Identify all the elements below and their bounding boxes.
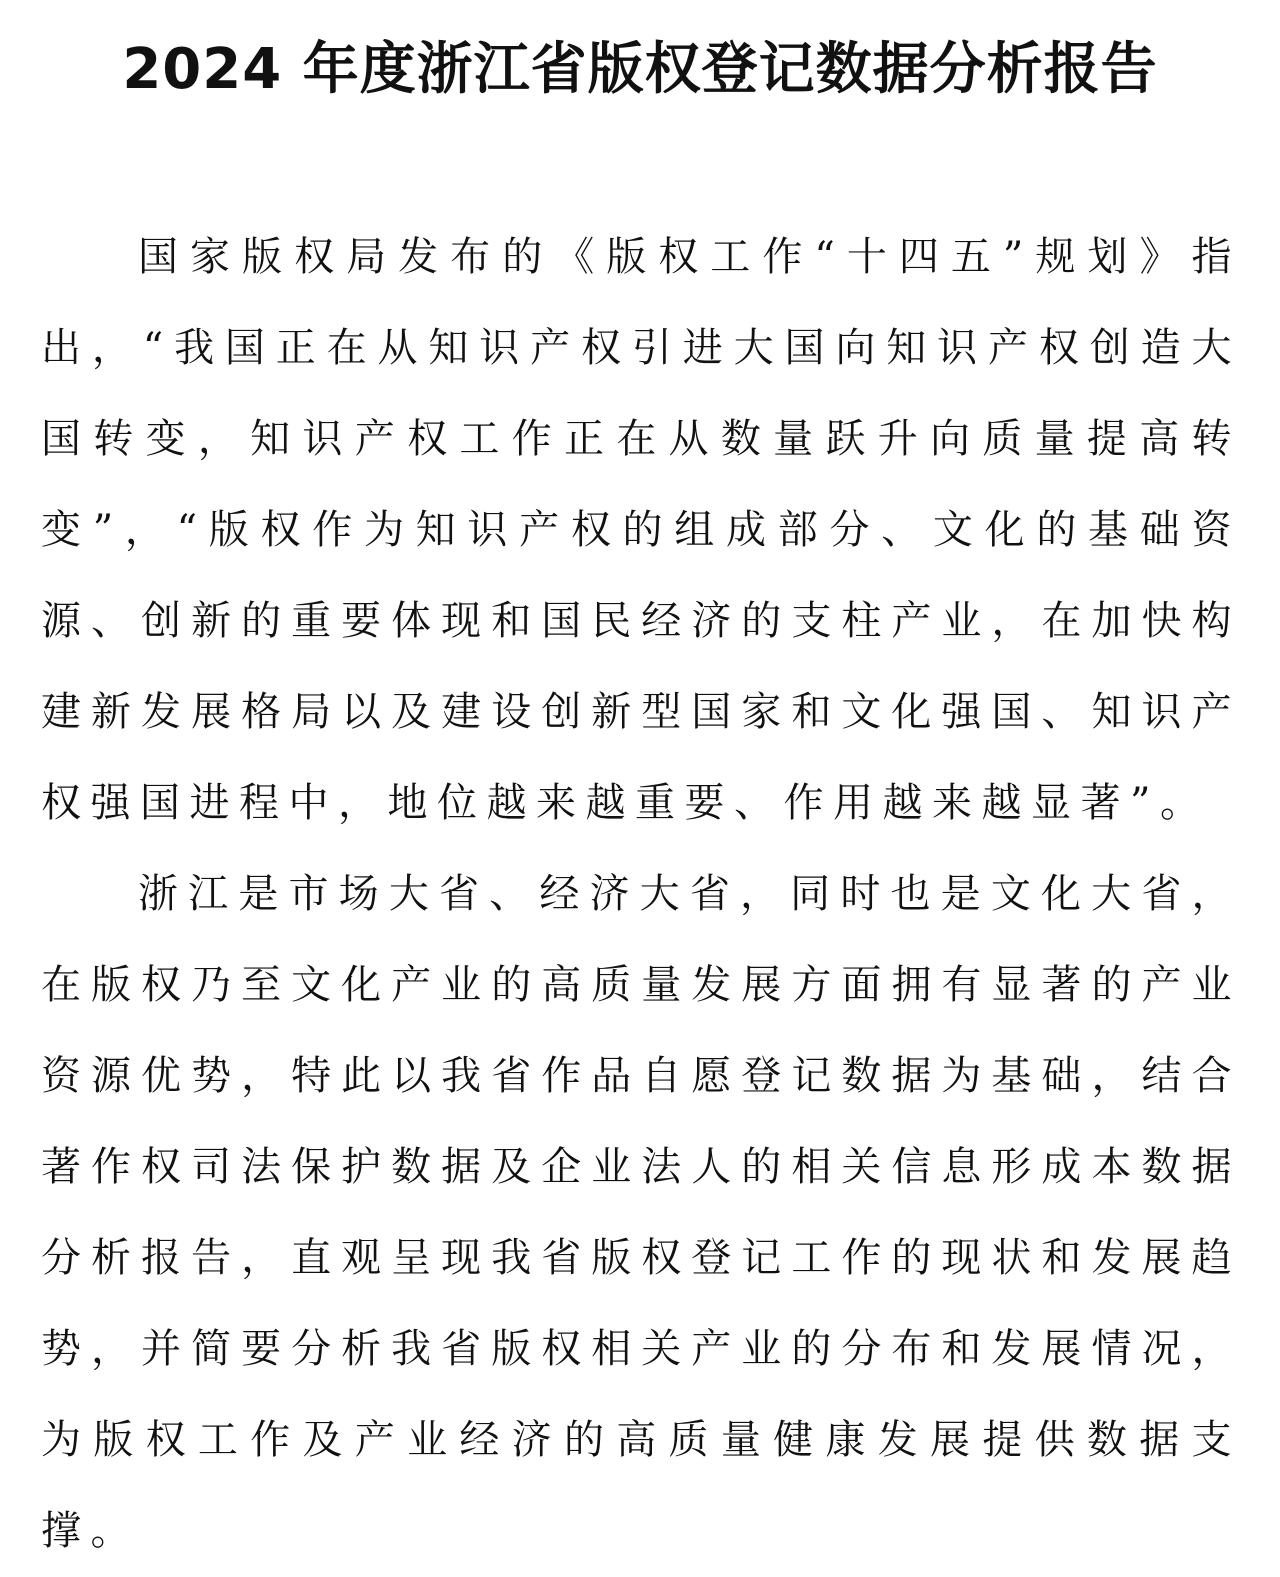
paragraph-purpose: 浙江是市场大省、经济大省，同时也是文化大省，在版权乃至文化产业的高质量发展方面拥有显著的产业资源优势，特此以我省作品自愿登记数据为基础，结合著作权司法保护数据及企业法人的相关信息形成本数据分析报告，直观呈现我省版权登记工作的现状和发展趋势，并简要分析我省版权相关产业的分布和发展情况，为版权工作及产业经济的高质量健康发展提供数据支撑。 bbox=[41, 871, 1241, 1554]
document-title: 2024 年度浙江省版权登记数据分析报告 bbox=[122, 37, 1158, 102]
document-body bbox=[41, 212, 1241, 1577]
paragraph-intro: 国家版权局发布的《版权工作“十四五”规划》指出，“我国正在从知识产权引进大国向知识产权创造大国转变，知识产权工作正在从数量跃升向质量提高转变”，“版权作为知识产权的组成部分、文化的基础资源、创新的重要体现和国民经济的支柱产业，在加快构建新发展格局以及建设创新型国家和文化强国、知识产权强国进程中，地位越来越重要、作用越来越显著”。 bbox=[41, 234, 1241, 826]
